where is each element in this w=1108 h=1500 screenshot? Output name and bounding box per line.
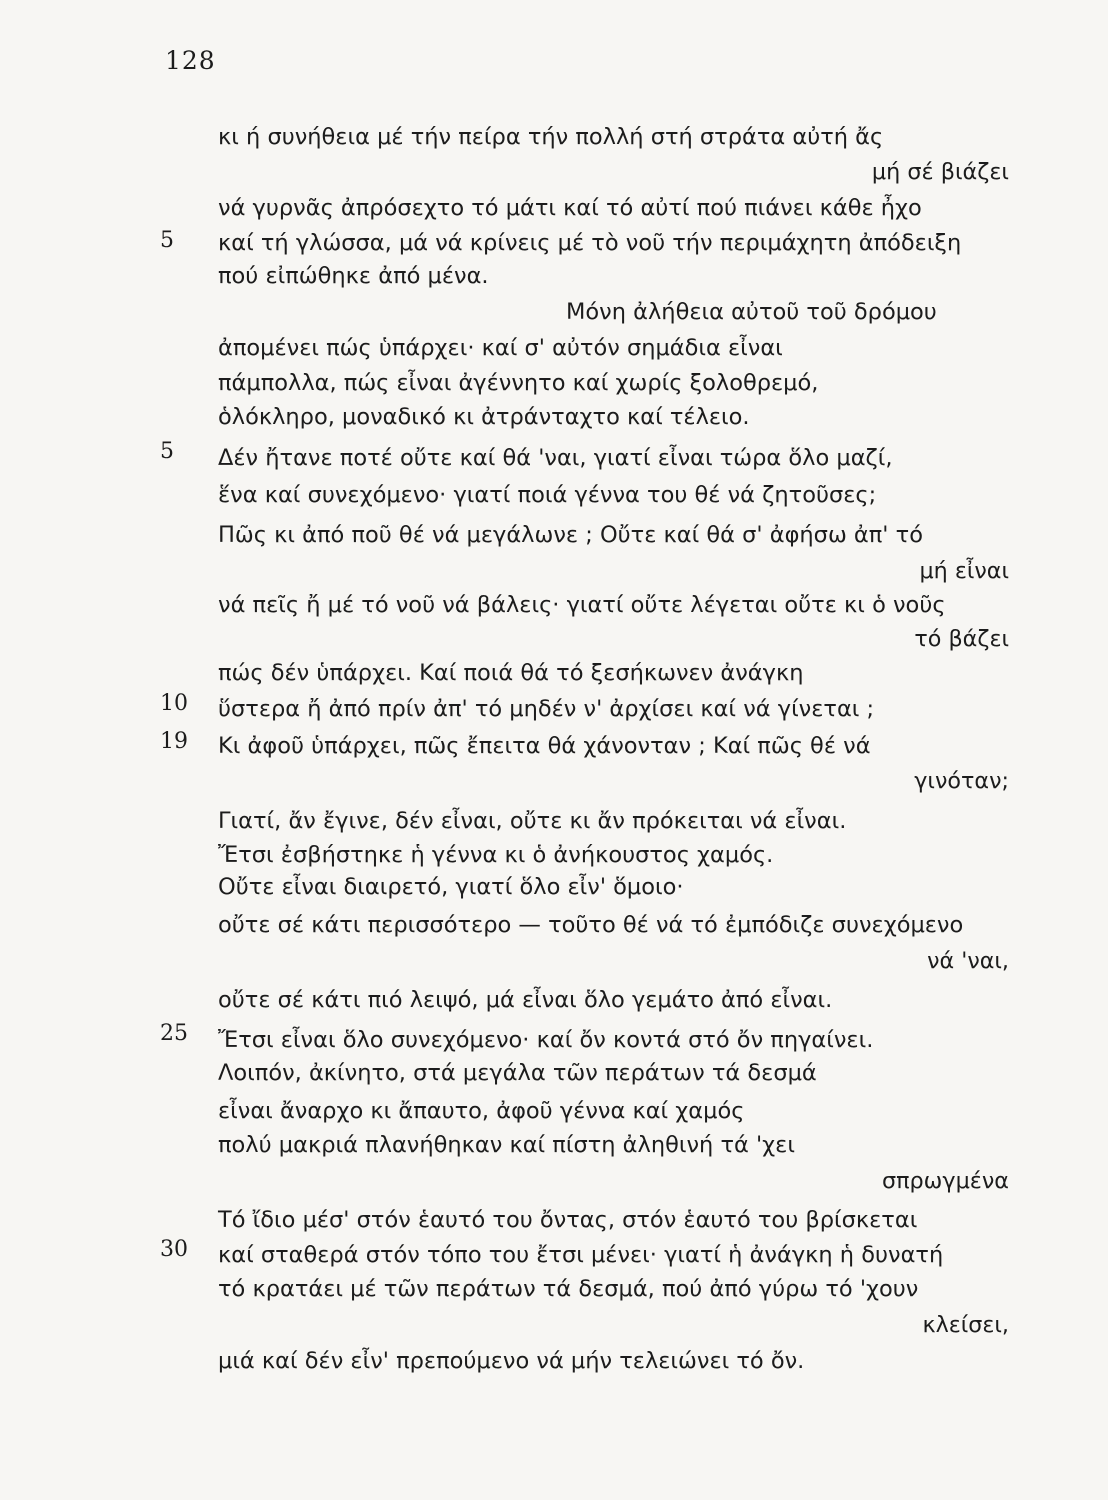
poem-line: Μόνη ἀλήθεια αὐτοῦ τοῦ δρόμου	[566, 299, 937, 325]
poem-line: εἶναι ἄναρχο κι ἄπαυτο, ἀφοῦ γέννα καί χαμός	[218, 1098, 745, 1124]
poem-line: νά γυρνᾶς ἀπρόσεχτο τό μάτι καί τό αὐτί πού πιάνει κάθε ἦχο	[218, 195, 922, 221]
poem-line-continuation: νά 'ναι,	[927, 948, 1009, 974]
poem-line: νά πεῖς ἤ μέ τό νοῦ νά βάλεις· γιατί οὔτε λέγεται οὔτε κι ὁ νοῦς	[218, 592, 946, 618]
poem-line: τό κρατάει μέ τῶν περάτων τά δεσμά, πού ἀπό γύρω τό 'χουν	[218, 1276, 919, 1302]
poem-line: πού εἰπώθηκε ἀπό μένα.	[218, 263, 489, 289]
poem-line: ὁλόκληρο, μοναδικό κι ἀτράνταχτο καί τέλειο.	[218, 404, 750, 430]
line-number: 30	[160, 1237, 188, 1262]
poem-line: Πῶς κι ἀπό ποῦ θέ νά μεγάλωνε ; Οὔτε καί θά σ' ἀφήσω ἀπ' τό	[218, 522, 923, 548]
poem-line: καί τή γλώσσα, μά νά κρίνεις μέ τὸ νοῦ τήν περιμάχητη ἀπόδειξη	[218, 230, 962, 256]
poem-line: Δέν ἤτανε ποτέ οὔτε καί θά 'ναι, γιατί εἶναι τώρα ὅλο μαζί,	[218, 445, 893, 471]
poem-line: πάμπολλα, πώς εἶναι ἀγέννητο καί χωρίς ξολοθρεμό,	[218, 370, 819, 396]
poem-line: Γιατί, ἄν ἔγινε, δέν εἶναι, οὔτε κι ἄν πρόκειται νά εἶναι.	[218, 808, 847, 834]
page-number: 128	[165, 46, 216, 75]
poem-line: πολύ μακριά πλανήθηκαν καί πίστη ἀληθινή τά 'χει	[218, 1132, 795, 1158]
line-number: 19	[160, 729, 188, 754]
poem-line-continuation: τό βάζει	[914, 626, 1009, 652]
poem-line: Οὔτε εἶναι διαιρετό, γιατί ὅλο εἶν' ὅμοιο·	[218, 874, 684, 900]
poem-line-continuation: μή σέ βιάζει	[871, 159, 1009, 185]
poem-line: Ἔτσι εἶναι ὅλο συνεχόμενο· καί ὄν κοντά στό ὄν πηγαίνει.	[218, 1027, 874, 1053]
poem-line: οὔτε σέ κάτι πιό λειψό, μά εἶναι ὅλο γεμάτο ἀπό εἶναι.	[218, 987, 833, 1013]
poem-line: ἕνα καί συνεχόμενο· γιατί ποιά γέννα του θέ νά ζητοῦσες;	[218, 482, 877, 508]
poem-line: καί σταθερά στόν τόπο του ἔτσι μένει· γιατί ἡ ἀνάγκη ἡ δυνατή	[218, 1242, 944, 1268]
poem-line: κι ή συνήθεια μέ τήν πείρα τήν πολλή στή στράτα αὐτή ἄς	[218, 124, 884, 150]
poem-line: Κι ἀφοῦ ὑπάρχει, πῶς ἔπειτα θά χάνονταν ; Καί πῶς θέ νά	[218, 733, 871, 759]
poem-line-continuation: κλείσει,	[922, 1312, 1009, 1338]
line-number: 5	[160, 439, 174, 464]
poem-line: οὔτε σέ κάτι περισσότερο — τοῦτο θέ νά τό ἐμπόδιζε συνεχόμενο	[218, 912, 964, 938]
poem-line: ἀπομένει πώς ὑπάρχει· καί σ' αὐτόν σημάδια εἶναι	[218, 335, 783, 361]
poem-line: Τό ἴδιο μέσ' στόν ἑαυτό του ὄντας, στόν ἑαυτό του βρίσκεται	[218, 1207, 918, 1233]
line-number: 10	[160, 691, 188, 716]
poem-line: μιά καί δέν εἶν' πρεπούμενο νά μήν τελειώνει τό ὄν.	[218, 1348, 805, 1374]
poem-line: πώς δέν ὑπάρχει. Καί ποιά θά τό ξεσήκωνεν ἀνάγκη	[218, 660, 804, 686]
poem-line-continuation: γινόταν;	[914, 768, 1009, 794]
poem-line: ὕστερα ἤ ἀπό πρίν ἀπ' τό μηδέν ν' ἀρχίσει καί νά γίνεται ;	[218, 696, 875, 722]
poem-line-continuation: μή εἶναι	[919, 558, 1009, 584]
line-number: 5	[160, 228, 174, 253]
poem-line-continuation: σπρωγμένα	[881, 1168, 1009, 1194]
line-number: 25	[160, 1021, 188, 1046]
poem-line: Ἔτσι ἐσβήστηκε ἡ γέννα κι ὁ ἀνήκουστος χαμός.	[218, 842, 774, 868]
poem-line: Λοιπόν, ἀκίνητο, στά μεγάλα τῶν περάτων τά δεσμά	[218, 1060, 817, 1086]
